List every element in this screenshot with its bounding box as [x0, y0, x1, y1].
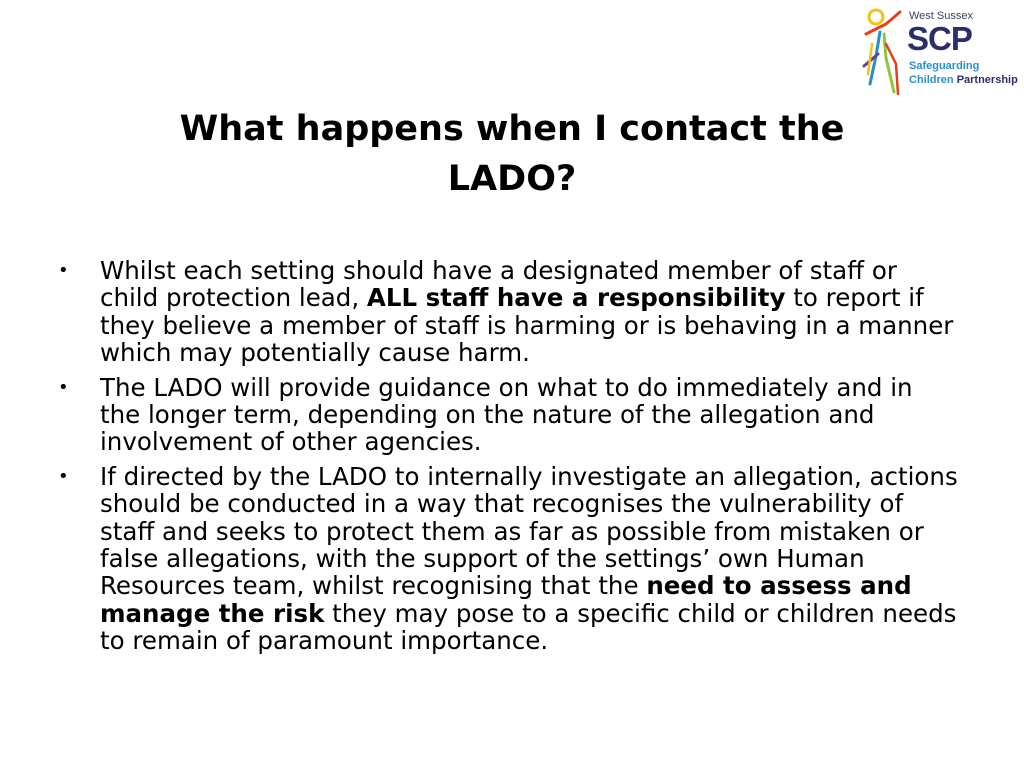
- bullet-marker: •: [58, 376, 69, 398]
- logo-partnership-word: Partnership: [956, 74, 1018, 86]
- bullet-text: to report if they believe a member of staff is harming or is behaving in a manner which may potentially cause harm.: [100, 283, 954, 368]
- logo-region-text: West Sussex: [909, 10, 973, 22]
- bullet-text: Whilst each setting should have a designated member of staff or child protection lead,: [100, 256, 897, 313]
- logo-abbreviation: SCP: [907, 20, 972, 57]
- bullet-text: The LADO will provide guidance on what to do immediately and in the longer term, depending on the nature of the allegation and involvement of other agencies.: [100, 372, 913, 457]
- bullet-item: [58, 257, 958, 367]
- bullet-list: [58, 257, 958, 662]
- logo-line-safeguarding: Safeguarding: [909, 60, 980, 72]
- scp-logo: [856, 4, 1016, 98]
- bullet-text: they may pose to a specific child or children needs to remain of paramount importance.: [100, 598, 957, 656]
- bullet-marker: •: [58, 260, 69, 281]
- logo-line-children-partnership: [909, 74, 1018, 86]
- bullet-item: [58, 463, 958, 655]
- bullet-item: [58, 374, 958, 456]
- bullet-emphasis: need to assess and manage the risk: [100, 571, 912, 628]
- bullet-emphasis: ALL staff have a responsibility: [366, 283, 786, 313]
- slide-title: What happens when I contact the LADO?: [179, 109, 845, 199]
- bullet-marker: •: [58, 465, 69, 487]
- logo-children-word: Children: [909, 74, 954, 86]
- bullet-text: If directed by the LADO to internally investigate an allegation, actions should be conducted in a way that recognises the vulnerability of staff and seeks to protect them as far as possible from mistaken or false allegations, with the support of the settings’ own Human Resources team, whilst recognising that the: [100, 461, 958, 601]
- child-figure-icon: [856, 4, 912, 98]
